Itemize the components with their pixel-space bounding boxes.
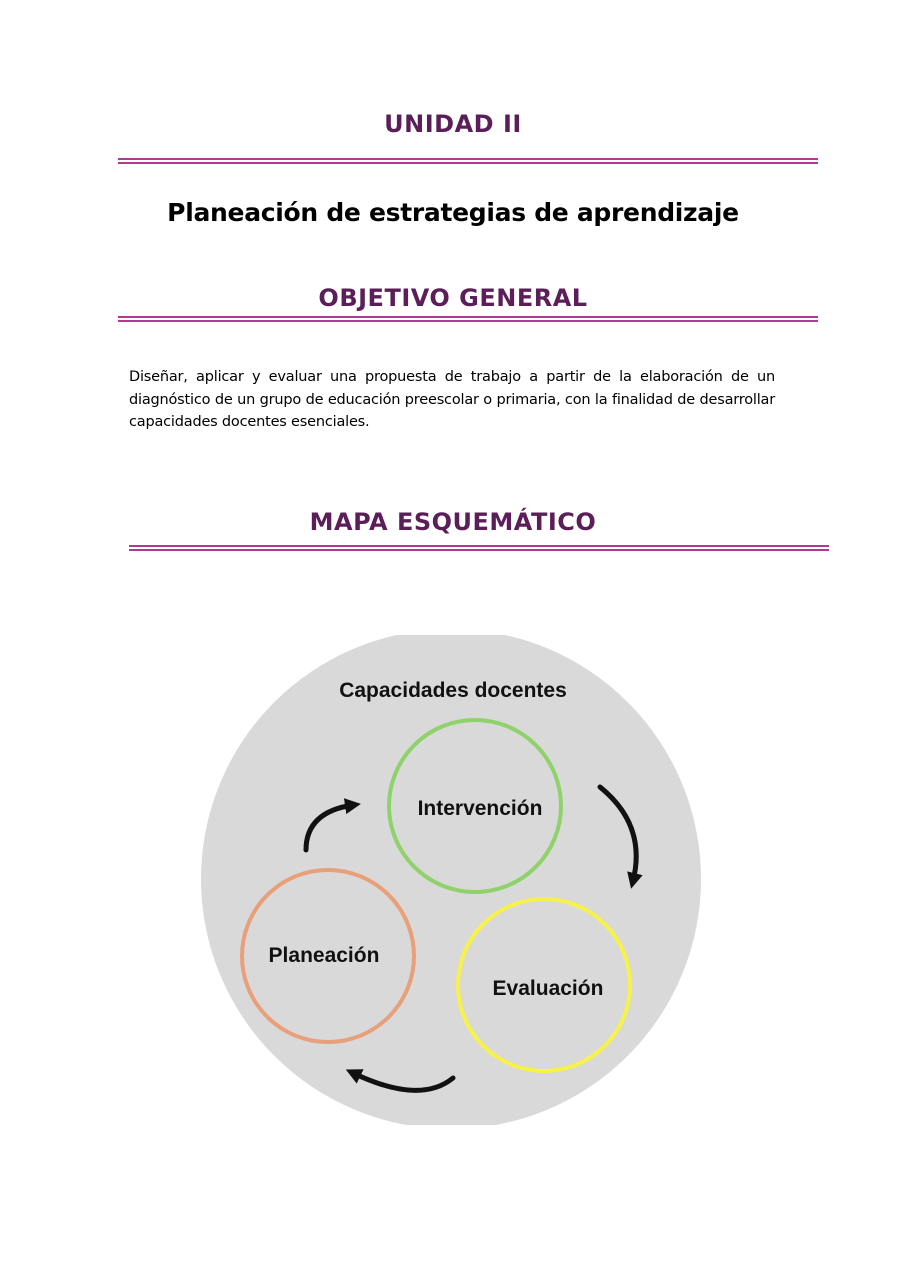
outer-background-circle (201, 635, 701, 1125)
node-label-evaluacion: Evaluación (492, 977, 604, 1000)
unit-divider (118, 158, 818, 164)
objective-text: Diseñar, aplicar y evaluar una propuesta de trabajo a partir de la elaboración de un diagnóstico de un grupo de educación preescolar o primaria, con la finalidad de desarrollar capacidades docentes esenciales. (129, 369, 775, 430)
schematic-map-heading: MAPA ESQUEMÁTICO (309, 508, 597, 536)
schematic-map-divider (129, 545, 829, 551)
objective-divider (118, 316, 818, 322)
capacities-cycle-diagram (195, 635, 707, 1125)
unit-title: UNIDAD II (384, 110, 522, 138)
node-label-intervencion: Intervención (417, 797, 543, 820)
node-label-planeacion: Planeación (268, 944, 380, 967)
outer-label: Capacidades docentes (339, 679, 567, 702)
unit-subtitle: Planeación de estrategias de aprendizaje (167, 198, 739, 227)
objective-heading: OBJETIVO GENERAL (318, 284, 588, 312)
